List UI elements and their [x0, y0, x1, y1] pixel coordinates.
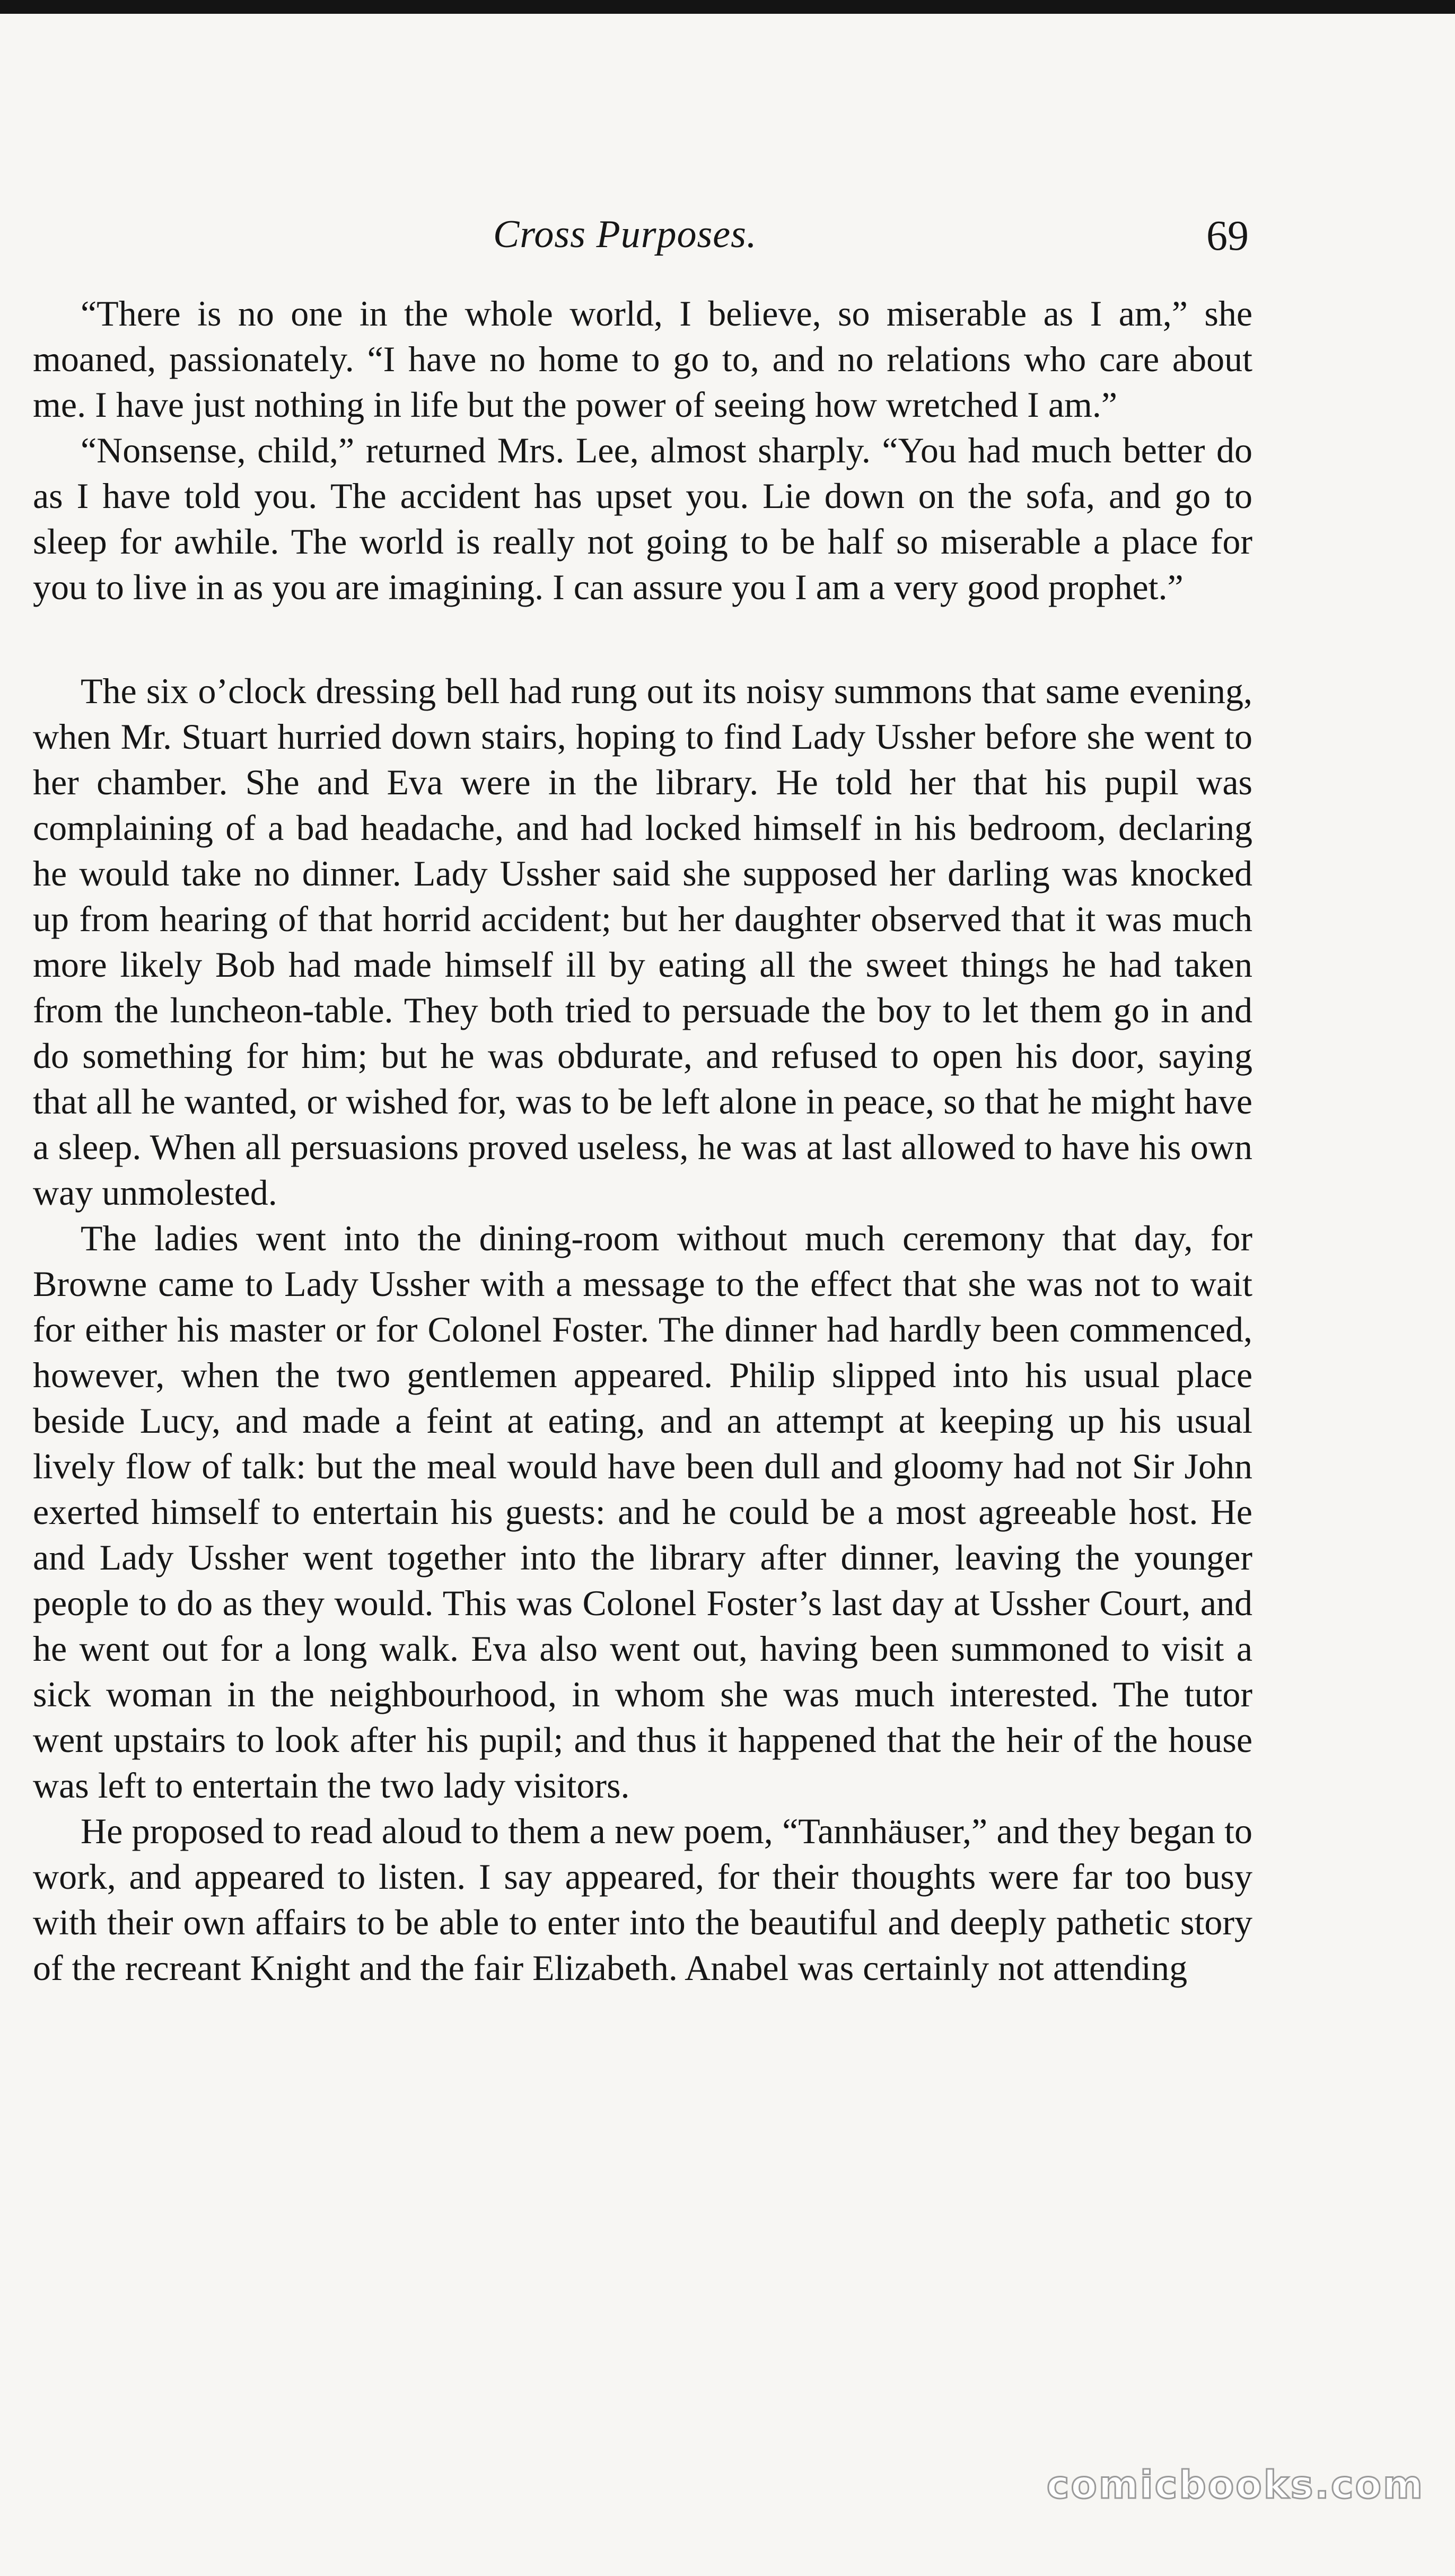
- section-break: [33, 610, 1252, 668]
- paragraph-5: He proposed to read aloud to them a new poem, “Tannhäuser,” and they began to work, and appeared to listen. I say appeared, for their thoughts were far too busy with their own affairs to be able to enter into the beautiful and deeply pathetic story of the recreant Knight and the fair Elizabeth. Anabel was certainly not attending: [33, 1811, 1252, 1988]
- body-text: [33, 291, 1252, 1991]
- paragraph-4: The ladies went into the dining-room without much ceremony that day, for Browne came to Lady Ussher with a message to the effect that she was not to wait for either his master or for Colonel Foster. The dinner had hardly been commenced, however, when the two gentlemen appeared. Philip slipped into his usual place beside Lucy, and made a feint at eating, and an attempt at keeping up his usual lively flow of talk: but the meal would have been dull and gloomy had not Sir John exerted himself to entertain his guests: and he could be a most agreeable host. He and Lady Ussher went together into the library after dinner, leaving the younger people to do as they would. This was Colonel Foster’s last day at Ussher Court, and he went out for a long walk. Eva also went out, having been summoned to visit a sick woman in the neighbourhood, in whom she was much interested. The tutor went upstairs to look after his pupil; and thus it happened that the heir of the house was left to entertain the two lady visitors.: [33, 1218, 1252, 1806]
- scan-top-edge: [0, 0, 1455, 14]
- paragraph-1: “There is no one in the whole world, I believe, so miserable as I am,” she moaned, passionately. “I have no home to go to, and no relations who care about me. I have just nothing in life but the power of seeing how wretched I am.”: [33, 293, 1252, 425]
- paragraph-2: “Nonsense, child,” returned Mrs. Lee, almost sharply. “You had much better do as I have told you. The accident has upset you. Lie down on the sofa, and go to sleep for awhile. The world is really not going to be half so miserable a place for you to live in as you are imagining. I can assure you I am a very good prophet.”: [33, 430, 1252, 607]
- paragraph-3: The six o’clock dressing bell had rung out its noisy summons that same evening, when Mr. Stuart hurried down stairs, hoping to find Lady Ussher before she went to her chamber. She and Eva were in the library. He told her that his pupil was complaining of a bad headache, and had locked himself in his bedroom, declaring he would take no dinner. Lady Ussher said she supposed her darling was knocked up from hearing of that horrid accident; but her daughter observed that it was much more likely Bob had made himself ill by eating all the sweet things he had taken from the luncheon-table. They both tried to persuade the boy to let them go in and do something for him; but he was obdurate, and refused to open his door, saying that all he wanted, or wished for, was to be left alone in peace, so that he might have a sleep. When all persuasions proved useless, he was at last allowed to have his own way unmolested.: [33, 671, 1252, 1213]
- page-number: 69: [1206, 213, 1249, 259]
- running-head: Cross Purposes.: [493, 213, 757, 256]
- watermark: comicbooks.com: [1046, 2463, 1424, 2507]
- page-header: [0, 212, 1455, 265]
